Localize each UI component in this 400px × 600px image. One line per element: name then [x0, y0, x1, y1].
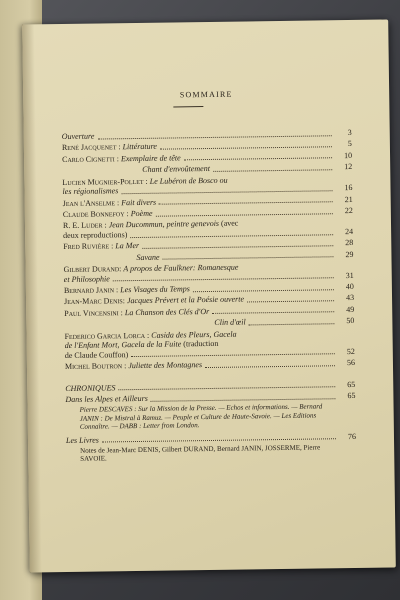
entry-title: A propos de Faulkner: Romanesque [123, 262, 239, 274]
page-number: 22 [344, 205, 353, 216]
page-title: SOMMAIRE [179, 89, 233, 100]
entry-author: Jean l'Anselme : [62, 197, 120, 208]
entry-title: Les Visages du Temps [120, 284, 190, 295]
entry-title: Le Lubéron de Bosco ou [149, 175, 228, 186]
page-number: 29 [345, 249, 354, 259]
page-number: 76 [347, 431, 357, 441]
page-number: 49 [346, 304, 355, 314]
page-number: 56 [346, 358, 356, 368]
alpes-notes: Pierre DESCAVES : Sur la Mission de la Presse. — Echos et informations. — Bernard JANIN : De Mistral à Ramuz. — Peuple et Culture de Haute-Savoie. — Les Editions Connaître. — DABB : Letter from London. [79, 402, 323, 432]
entry-title-continued: de l'Enfant Mort, Gacela de la Fuite [64, 339, 182, 351]
page-number: 65 [347, 390, 356, 401]
entry-author: Carlo Cignetti : [62, 154, 120, 164]
entry-title: Poème [130, 208, 153, 219]
entry-note: (traduction [183, 339, 219, 349]
entry-title-continued: deux reproductions) [63, 230, 128, 240]
entry-author: Claude Bonnefoy : [62, 209, 129, 219]
page-number: 21 [344, 194, 353, 204]
entry-title: La Chanson des Clés d'Or [124, 306, 210, 318]
entry-author: R. E. Luder : [62, 220, 107, 231]
entry-title: La Mer [115, 241, 140, 251]
entry-title: Exemplaire de tête [120, 153, 181, 163]
page-number: 16 [344, 183, 353, 193]
entry-title: Ouverture [61, 131, 95, 142]
entry-title: Casida des Pleurs, Gacela [151, 329, 237, 340]
entry-title: Chant d'envoûtement [142, 164, 210, 175]
entry-author: Jean-Marc Denis: [64, 296, 126, 307]
table-of-contents [62, 128, 357, 468]
page-number: 28 [345, 238, 354, 248]
entry-author: Fred Ruvière : [63, 241, 114, 252]
section-heading: CHRONIQUES [65, 382, 116, 393]
toc-entry [62, 174, 352, 197]
page-number: 43 [345, 293, 355, 303]
book-page [22, 19, 396, 572]
entry-author: Gilbert Durand: [63, 264, 122, 275]
page-number: 50 [346, 316, 355, 326]
section-heading: Dans les Alpes et Ailleurs [65, 393, 148, 405]
entry-title: Clin d'œil [214, 317, 246, 328]
page-number: 10 [343, 150, 353, 160]
entry-title: Jacques Prévert et la Poésie ouverte [126, 294, 245, 306]
page-number: 40 [345, 282, 354, 292]
page-number: 65 [347, 379, 356, 389]
toc-entry [64, 261, 354, 284]
entry-title-continued: et Philosophie [63, 274, 110, 284]
page-number: 52 [346, 346, 355, 356]
livres-notes: Notes de Jean-Marc DENIS, Gilbert DURAND, Bernard JANIN, JOSSERME, Pierre SAVOIE. [80, 443, 321, 464]
entry-title: Fait divers [121, 197, 157, 207]
entry-author: Bernard Janin : [63, 285, 119, 296]
entry-title: Savane [136, 252, 160, 262]
toc-entry [63, 217, 353, 240]
entry-author: Michel Boutron : [64, 361, 127, 372]
page-number: 5 [347, 139, 352, 149]
page-number: 31 [345, 270, 354, 280]
entry-title: Littérature [122, 142, 158, 152]
entry-note: (avec [220, 218, 239, 229]
entry-author: Paul Vincensini : [64, 308, 123, 318]
title-underline [173, 106, 203, 107]
entry-title: Juliette des Montagnes [128, 360, 203, 371]
entry-translator: de Claude Couffon) [64, 349, 129, 360]
section-heading: Les Livres [65, 435, 99, 445]
entry-author: Federico Garcia Lorca : [64, 330, 150, 341]
page-number: 24 [345, 226, 354, 237]
entry-title-continued: les régionalismes [62, 186, 119, 197]
page-number: 3 [347, 127, 352, 138]
entry-author: Lucien Mugnier-Pollet : [62, 176, 148, 187]
page-number: 12 [344, 162, 353, 172]
toc-entry [64, 328, 354, 361]
entry-author: René Jacquenet : [61, 142, 121, 153]
entry-title: Jean Ducommun, peintre genevois [108, 219, 220, 230]
